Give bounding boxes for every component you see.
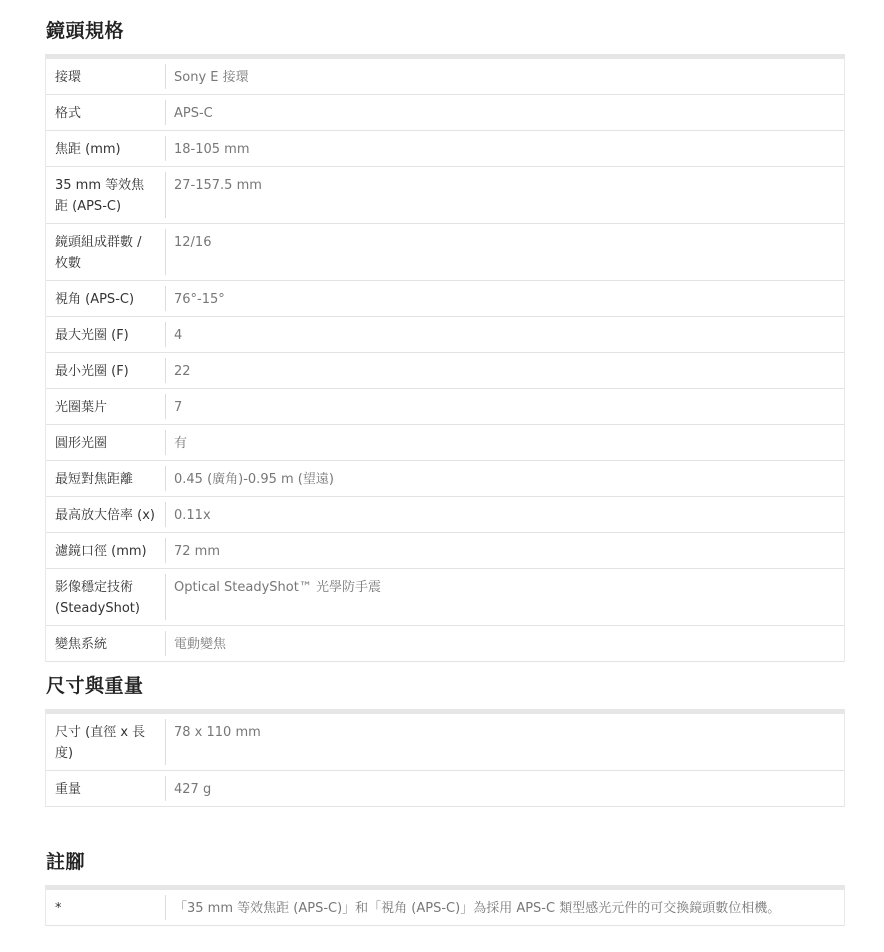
spec-label: 視角 (APS-C) <box>46 281 166 316</box>
spec-value: 有 <box>174 436 188 451</box>
spec-label: 格式 <box>46 95 166 130</box>
spec-value: 4 <box>174 328 183 343</box>
table-row <box>46 317 844 353</box>
table-row <box>46 771 844 807</box>
spec-value: 12/16 <box>174 235 212 250</box>
table-row <box>46 714 844 771</box>
spec-value: Sony E 接環 <box>174 70 249 85</box>
spec-value: 18-105 mm <box>174 142 250 157</box>
section-title-size-weight: 尺寸與重量 <box>46 675 144 697</box>
spec-label: 最高放大倍率 (x) <box>46 497 166 532</box>
spec-label: 變焦系統 <box>46 626 166 661</box>
spec-value: 427 g <box>174 782 212 797</box>
lens-specs-table <box>45 54 845 662</box>
table-row <box>46 533 844 569</box>
section-title-footnotes: 註腳 <box>46 851 86 873</box>
spec-value: 7 <box>174 400 183 415</box>
spec-label: 影像穩定技術 (SteadyShot) <box>46 569 166 625</box>
spec-label: 最小光圈 (F) <box>46 353 166 388</box>
table-row <box>46 497 844 533</box>
spec-value: 78 x 110 mm <box>174 725 261 740</box>
spec-value: 22 <box>174 364 191 379</box>
table-row <box>46 224 844 281</box>
table-row <box>46 461 844 497</box>
table-row <box>46 890 844 926</box>
spec-label: 最短對焦距離 <box>46 461 166 496</box>
spec-label: 重量 <box>46 771 166 806</box>
footnote-marker: * <box>46 890 166 925</box>
table-row <box>46 353 844 389</box>
table-row <box>46 281 844 317</box>
spec-label: 尺寸 (直徑 x 長度) <box>46 714 166 770</box>
spec-value: APS-C <box>174 106 213 121</box>
table-row <box>46 131 844 167</box>
footnote-text: 「35 mm 等效焦距 (APS-C)」和「視角 (APS-C)」為採用 APS-C 類型感光元件的可交換鏡頭數位相機。 <box>174 901 781 916</box>
section-title-lens-specs: 鏡頭規格 <box>46 20 125 42</box>
footnotes-table <box>45 885 845 926</box>
spec-value: 0.45 (廣角)-0.95 m (望遠) <box>174 472 334 487</box>
spec-value: 0.11x <box>174 508 211 523</box>
spec-label: 最大光圈 (F) <box>46 317 166 352</box>
spec-label: 焦距 (mm) <box>46 131 166 166</box>
spec-label: 光圈葉片 <box>46 389 166 424</box>
spec-label: 鏡頭組成群數 / 枚數 <box>46 224 166 280</box>
size-weight-table <box>45 709 845 807</box>
table-row <box>46 425 844 461</box>
table-row <box>46 626 844 662</box>
table-row <box>46 167 844 224</box>
spec-label: 35 mm 等效焦距 (APS-C) <box>46 167 166 223</box>
table-row <box>46 95 844 131</box>
spec-value: 27-157.5 mm <box>174 178 262 193</box>
table-row <box>46 59 844 95</box>
table-row <box>46 569 844 626</box>
spec-value: 72 mm <box>174 544 221 559</box>
table-row <box>46 389 844 425</box>
spec-value: 電動變焦 <box>174 637 227 652</box>
spec-value: Optical SteadyShot™ 光學防手震 <box>174 580 381 595</box>
spec-label: 濾鏡口徑 (mm) <box>46 533 166 568</box>
spec-label: 接環 <box>46 59 166 94</box>
spec-value: 76°-15° <box>174 292 225 307</box>
spec-label: 圓形光圈 <box>46 425 166 460</box>
